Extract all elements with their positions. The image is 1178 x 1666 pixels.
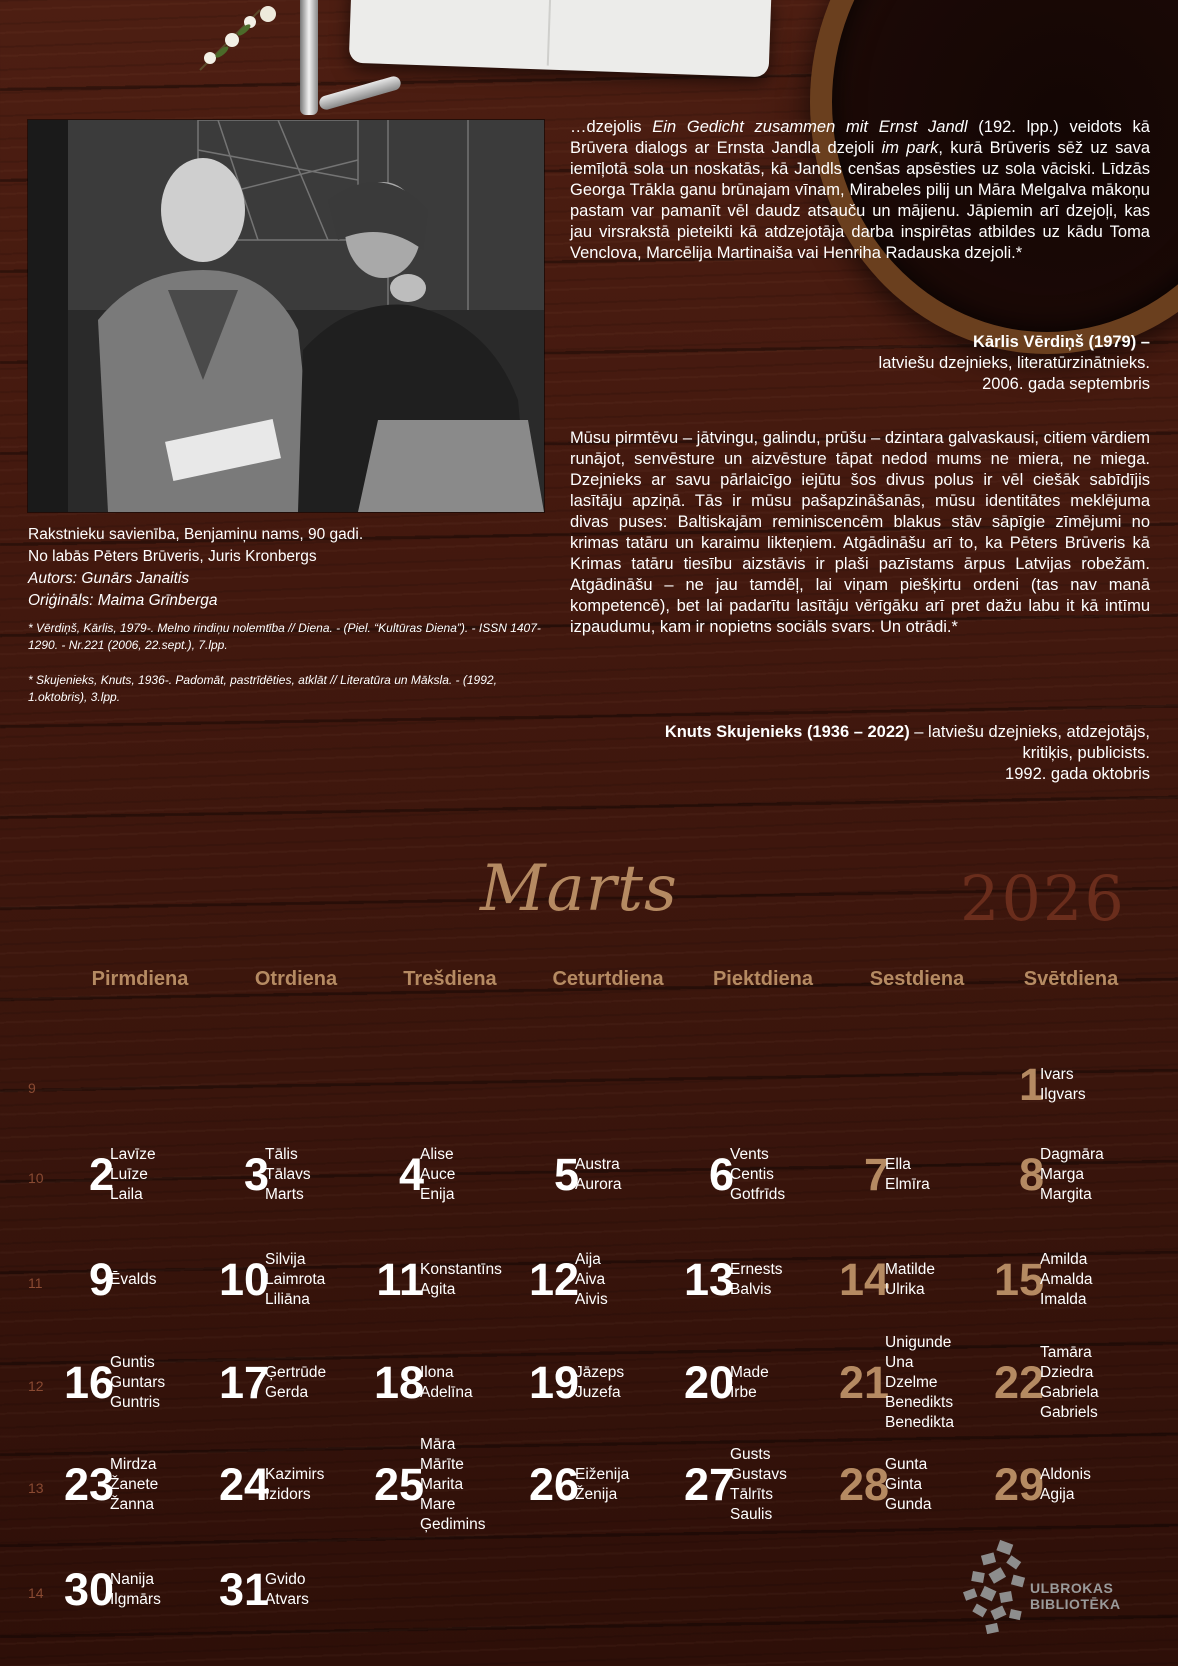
name-day: Žanna: [110, 1496, 154, 1513]
name-day: Irbe: [730, 1384, 757, 1401]
name-day: Žanete: [110, 1476, 159, 1493]
name-day: Silvija: [265, 1251, 306, 1268]
name-days: [110, 1353, 196, 1413]
name-day: Aiva: [575, 1271, 606, 1288]
name-day: Guntis: [110, 1354, 155, 1371]
signature-role-cont: kritiķis, publicists.: [1022, 744, 1150, 762]
name-day: Ēvalds: [110, 1271, 157, 1288]
name-day: Kazimirs: [265, 1466, 325, 1483]
calendar-day: [195, 1338, 355, 1438]
name-days: [575, 1155, 661, 1195]
signature-role: latviešu dzejnieks, literatūrzinātnieks.: [878, 354, 1150, 372]
name-day: Laimrota: [265, 1271, 326, 1288]
name-days: [420, 1145, 506, 1205]
calendar-day: [505, 1130, 665, 1230]
signature-author: Kārlis Vērdiņš (1979) –: [972, 333, 1150, 351]
year-title: 2026: [960, 862, 1126, 935]
decorative-flowers: [190, 0, 300, 80]
name-day: Gunda: [885, 1496, 932, 1513]
name-day: Amalda: [1040, 1271, 1093, 1288]
day-number: 22: [993, 1357, 1044, 1408]
name-day: Aurora: [575, 1176, 622, 1193]
name-day: Tālrīts: [730, 1486, 774, 1503]
calendar-day: [505, 1235, 665, 1335]
name-day: Guntars: [110, 1374, 166, 1391]
calendar-day: [195, 1130, 355, 1230]
signature-date: 1992. gada oktobris: [1005, 765, 1150, 783]
day-number: 14: [838, 1254, 889, 1305]
day-number: 30: [63, 1564, 114, 1615]
calendar-day: [815, 1334, 975, 1438]
calendar-day: [815, 1130, 975, 1230]
name-day: Adelīna: [420, 1384, 473, 1401]
quote-title-italic: Ein Gedicht zusammen mit Ernst Jandl: [652, 118, 968, 136]
day-number: 28: [838, 1459, 889, 1510]
calendar-day: [505, 1440, 665, 1540]
name-days: [885, 1333, 971, 1433]
day-number: 21: [838, 1357, 889, 1408]
name-day: Marita: [420, 1476, 464, 1493]
week-number: 9: [28, 1080, 36, 1096]
name-day: Nanija: [110, 1571, 154, 1588]
name-day: Gerda: [265, 1384, 309, 1401]
caption-original: Oriģināls: Maima Grīnberga: [28, 592, 218, 609]
calendar-day: [970, 1130, 1130, 1230]
name-day: Gusts: [730, 1446, 771, 1463]
name-days: [575, 1250, 661, 1310]
caption-author: Autors: Gunārs Janaitis: [28, 570, 190, 587]
name-days: [1040, 1250, 1126, 1310]
name-day: Tālis: [265, 1146, 298, 1163]
name-days: [730, 1145, 816, 1205]
calendar-day: [660, 1235, 820, 1335]
calendar-day: [970, 1040, 1130, 1140]
name-days: [420, 1435, 506, 1535]
library-logo-text: [1030, 1580, 1121, 1612]
name-day: Amilda: [1040, 1251, 1088, 1268]
calendar-day: [195, 1440, 355, 1540]
calendar-day: [815, 1440, 975, 1540]
name-days: [1040, 1065, 1126, 1105]
name-days: [885, 1260, 971, 1300]
day-number: 31: [218, 1564, 269, 1615]
calendar-day: [350, 1130, 510, 1230]
decorative-pen-cap: [318, 75, 403, 112]
name-day: Māra: [420, 1436, 456, 1453]
name-day: Gustavs: [730, 1466, 787, 1483]
day-number: 9: [88, 1254, 114, 1305]
name-day: Mirdza: [110, 1456, 157, 1473]
name-day: Matilde: [885, 1261, 935, 1278]
name-day: Alise: [420, 1146, 454, 1163]
calendar-day: [350, 1436, 510, 1540]
name-days: [420, 1363, 506, 1403]
name-day: Ilgmārs: [110, 1591, 161, 1608]
name-days: [1040, 1465, 1126, 1505]
calendar-day: [660, 1338, 820, 1438]
week-number: 12: [28, 1378, 44, 1394]
calendar-day: [505, 1338, 665, 1438]
name-days: [575, 1465, 661, 1505]
name-days: [265, 1145, 351, 1205]
week-number: 14: [28, 1585, 44, 1601]
weekday-label: Sestdiena: [869, 968, 965, 990]
day-number: 26: [528, 1459, 579, 1510]
name-day: Imalda: [1040, 1291, 1087, 1308]
name-day: Gotfrīds: [730, 1186, 786, 1203]
name-day: Benedikta: [885, 1414, 954, 1431]
signature-date: 2006. gada septembris: [982, 375, 1150, 393]
week-number: 10: [28, 1170, 44, 1186]
weekday-label: Trešdiena: [403, 968, 497, 990]
name-day: Ernests: [730, 1261, 783, 1278]
calendar-day: [40, 1235, 200, 1335]
name-day: Ģedimins: [420, 1516, 486, 1533]
day-number: 29: [993, 1459, 1044, 1510]
name-day: Gunta: [885, 1456, 928, 1473]
caption-line: No labās Pēters Brūveris, Juris Kronbergs: [28, 548, 317, 565]
name-day: Auce: [420, 1166, 456, 1183]
name-day: Marts: [265, 1186, 304, 1203]
name-days: [1040, 1343, 1126, 1423]
day-number: 17: [218, 1357, 269, 1408]
name-day: Mare: [420, 1496, 456, 1513]
footnote-2: * Skujenieks, Knuts, 1936-. Padomāt, pastrīdēties, atklāt // Literatūra un Māksla. - (1992, 1.oktobris), 3.lpp.: [28, 673, 497, 704]
decorative-notebook: [349, 0, 772, 77]
name-day: Ģertrūde: [265, 1364, 327, 1381]
name-day: Mārīte: [420, 1456, 464, 1473]
name-days: [730, 1260, 816, 1300]
quote-text: , kurā Brūveris sēž uz sava iemīļotā sola un noskatās, kā Jandls cenšas apsēsties uz sola vāciski. Līdzās Georga Trākla ganu brūnajam vīnam, Mirabeles pilij un Māra Melgalva mākoņu pastam var pamanīt vēl daudz atsauču un mājienu. Jāpiemin arī dzejoļi, kas jau virsrakstā pieteikti kā atdzejotāja darba inspirētas atbildes uz kādu Toma Venclova, Marcēlija Martinaiša vai Henriha Radauska dzejoli.*: [570, 139, 1151, 262]
name-days: [420, 1260, 506, 1300]
name-day: Vents: [730, 1146, 769, 1163]
name-day: Guntris: [110, 1394, 160, 1411]
day-number: 11: [376, 1254, 424, 1305]
weekday-label: Ceturtdiena: [552, 968, 664, 990]
name-day: Agita: [420, 1281, 456, 1298]
quote-verdins: [570, 117, 1150, 264]
calendar-day: [195, 1545, 355, 1645]
quote-title-italic: im park: [881, 139, 939, 157]
calendar-day: [970, 1440, 1130, 1540]
calendar-day: [970, 1338, 1130, 1438]
name-day: Ilona: [420, 1364, 454, 1381]
day-number: 13: [683, 1254, 734, 1305]
name-day: Agija: [1040, 1486, 1075, 1503]
name-day: Aivis: [575, 1291, 608, 1308]
photo-caption: [28, 524, 548, 612]
name-day: Laila: [110, 1186, 143, 1203]
logo-line: BIBLIOTĒKA: [1030, 1596, 1121, 1612]
calendar-day: [40, 1338, 200, 1438]
name-day: Marga: [1040, 1166, 1084, 1183]
name-day: Liliāna: [265, 1291, 310, 1308]
day-number: 23: [63, 1459, 114, 1510]
name-day: Eiženija: [575, 1466, 630, 1483]
name-days: [1040, 1145, 1126, 1205]
name-day: Gabriela: [1040, 1384, 1099, 1401]
calendar-day: [40, 1130, 200, 1230]
day-number: 19: [528, 1357, 579, 1408]
name-day: Juzefa: [575, 1384, 621, 1401]
quote-text: …dzejolis: [570, 118, 653, 136]
name-days: [110, 1145, 196, 1205]
name-day: Konstantīns: [420, 1261, 502, 1278]
day-number: 25: [373, 1459, 424, 1510]
calendar-day: [815, 1235, 975, 1335]
calendar-day: [350, 1235, 510, 1335]
name-day: Atvars: [265, 1591, 309, 1608]
name-day: Saulis: [730, 1506, 773, 1523]
name-day: Dziedra: [1040, 1364, 1094, 1381]
day-number: 5: [553, 1149, 579, 1200]
week-number: 11: [28, 1275, 43, 1291]
caption-line: Rakstnieku savienība, Benjamiņu nams, 90 gadi.: [28, 526, 364, 543]
name-day: Gvido: [265, 1571, 306, 1588]
name-day: Izidors: [265, 1486, 311, 1503]
month-title: Marts: [480, 852, 678, 926]
name-day: Austra: [575, 1156, 620, 1173]
signature-skujenieks: [570, 722, 1150, 785]
name-day: Balvis: [730, 1281, 772, 1298]
name-day: Jāzeps: [575, 1364, 625, 1381]
name-days: [575, 1363, 661, 1403]
name-day: Ivars: [1040, 1066, 1074, 1083]
name-day: Una: [885, 1354, 914, 1371]
weekday-label: Otrdiena: [254, 968, 338, 990]
name-day: Ženija: [575, 1486, 618, 1503]
signature-author: Knuts Skujenieks (1936 – 2022): [664, 723, 910, 741]
day-number: 8: [1018, 1149, 1044, 1200]
name-days: [110, 1570, 196, 1610]
day-number: 24: [218, 1459, 269, 1510]
name-days: [265, 1363, 351, 1403]
day-number: 2: [88, 1149, 114, 1200]
name-days: [110, 1270, 196, 1290]
quote-text: (192. lpp.) veidots kā Brūvera dialogs ar Ernsta Jandla dzejoli: [570, 118, 1150, 157]
calendar-day: [660, 1440, 820, 1540]
day-number: 20: [683, 1357, 734, 1408]
name-day: Luīze: [110, 1166, 148, 1183]
day-number: 3: [243, 1149, 269, 1200]
quote-skujenieks: Mūsu pirmtēvu – jātvingu, galindu, prūšu – dzintara galvaskausi, citiem vārdiem runājot, senvēsture un aizvēsture tāpat nedod mums ne miera, ne miega. Dzejnieks ar savu pārlaicīgo iejūtu šos divus polus ir vēl ciešāk sabīdījis lasītāju apziņā. Tās ir mūsu pašapzināšanās, mūsu identitātes meklējuma divas puses: Baltiskajām reminiscencēm blakus stāv sāpīgie zīmējumi no krimas tatāru un karaimu likteņiem. Atgādināšu arī to, ka Pēters Brūveris kā Krimas tatāru tiesību aizstāvis ir plaši pazīstams ārpus Latvijas robežām. Atgādināšu – ne jau tamdēļ, lai viņam piešķirtu ordeni (tas nav manā kompetencē), bet lai padarītu lasītāju vērīgāku arī pret dažu labu it kā intīmu izpaudumu, kam ir nopietns sociāls svars. Un otrādi.*: [570, 429, 1150, 636]
day-number: 6: [708, 1149, 734, 1200]
name-day: Elmīra: [885, 1176, 930, 1193]
name-day: Dzelme: [885, 1374, 938, 1391]
name-day: Lavīze: [110, 1146, 156, 1163]
name-day: Benedikts: [885, 1394, 954, 1411]
name-day: Centis: [730, 1166, 774, 1183]
day-number: 10: [218, 1254, 269, 1305]
week-number: 13: [28, 1480, 44, 1496]
name-day: Tamāra: [1040, 1344, 1092, 1361]
name-days: [110, 1455, 196, 1515]
name-day: Margita: [1040, 1186, 1092, 1203]
footnote-1: * Vērdiņš, Kārlis, 1979-. Melno rindiņu nolemtība // Diena. - (Piel. “Kultūras Diena”). - ISSN 1407-1290. - Nr.221 (2006, 22.sept.), 7.lpp.: [28, 621, 541, 652]
logo-line: ULBROKAS: [1030, 1580, 1114, 1596]
name-days: [885, 1455, 971, 1515]
day-number: 27: [683, 1459, 734, 1510]
calendar-day: [350, 1338, 510, 1438]
name-days: [730, 1363, 816, 1403]
name-day: Unigunde: [885, 1334, 952, 1351]
footnotes: [28, 620, 548, 724]
day-number: 7: [863, 1149, 889, 1200]
name-days: [265, 1465, 351, 1505]
name-days: [265, 1570, 351, 1610]
decorative-pen: [300, 0, 318, 115]
signature-verdins: [570, 332, 1150, 395]
calendar-day: [660, 1130, 820, 1230]
archive-photo: [28, 120, 544, 512]
day-number: 1: [1018, 1059, 1044, 1110]
name-days: [730, 1445, 816, 1525]
day-number: 4: [398, 1149, 424, 1200]
name-day: Ulrika: [885, 1281, 925, 1298]
name-day: Enija: [420, 1186, 455, 1203]
name-day: Tālavs: [265, 1166, 311, 1183]
calendar-day: [40, 1440, 200, 1540]
day-number: 12: [528, 1254, 579, 1305]
weekday-label: Piektdiena: [712, 968, 814, 990]
name-day: Dagmāra: [1040, 1146, 1104, 1163]
name-day: Aldonis: [1040, 1466, 1091, 1483]
name-day: Ilgvars: [1040, 1086, 1086, 1103]
calendar-day: [970, 1235, 1130, 1335]
day-number: 18: [373, 1357, 424, 1408]
name-day: Ginta: [885, 1476, 923, 1493]
weekday-label: Svētdiena: [1023, 968, 1119, 990]
calendar-day: [195, 1235, 355, 1335]
name-day: Made: [730, 1364, 769, 1381]
day-number: 15: [993, 1254, 1044, 1305]
calendar-day: [40, 1545, 200, 1645]
weekday-label: Pirmdiena: [91, 968, 189, 990]
name-day: Aija: [575, 1251, 601, 1268]
name-days: [885, 1155, 971, 1195]
name-day: Gabriels: [1040, 1404, 1098, 1421]
name-day: Ella: [885, 1156, 911, 1173]
signature-role: – latviešu dzejnieks, atdzejotājs,: [909, 723, 1150, 741]
name-days: [265, 1250, 351, 1310]
day-number: 16: [63, 1357, 114, 1408]
weekday-header: [0, 968, 1178, 998]
